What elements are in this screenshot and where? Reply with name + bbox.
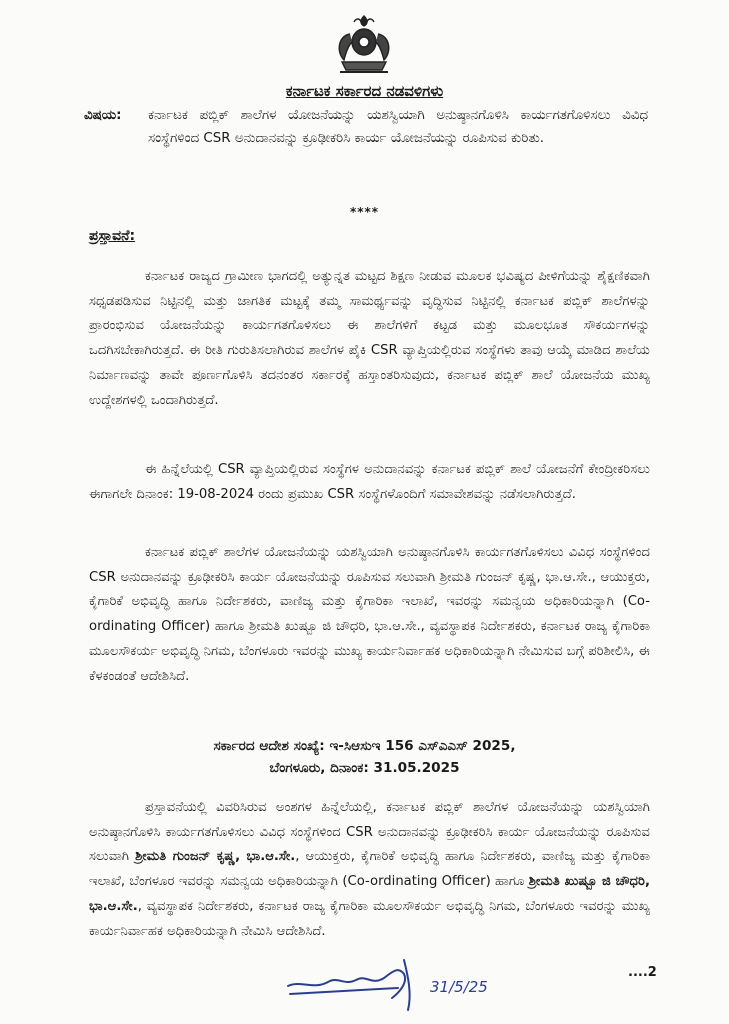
order-text-part-2: , ಆಯುಕ್ತರು, ಕೈಗಾರಿಕೆ ಅಭಿವೃದ್ಧಿ ಹಾಗೂ ನಿರ್ದೇಶಕರು, ವಾಣಿಜ್ಯ ಮತ್ತು ಕೈಗಾರಿಕಾ ಇಲಾಖೆ, ಬೆಂಗಳೂರ ಇವರನ್ನು ಸಮನ್ವಯ ಅಧಿಕಾರಿಯನ್ನಾಗಿ (Co-ordinating Officer) ಹಾಗೂ — [89, 849, 650, 890]
order-text-part-1: ಪ್ರಸ್ತಾವನೆಯಲ್ಲಿ ವಿವರಿಸಿರುವ ಅಂಶಗಳ ಹಿನ್ನೆಲೆಯಲ್ಲಿ, ಕರ್ನಾಟಕ ಪಬ್ಲಿಕ್ ಶಾಲೆಗಳ ಯೋಜನೆಯನ್ನು ಯಶಸ್ವಿಯಾಗಿ ಅನುಷ್ಠಾನಗೊಳಿಸಿ ಕಾರ್ಯಗತಗೊಳಿಸಲು ವಿವಿಧ ಸಂಸ್ಥೆಗಳಿಂದ CSR ಅನುದಾನವನ್ನು ಕ್ರೂಢೀಕರಿಸಿ ಕಾರ್ಯ ಯೋಜನೆಯನ್ನು ರೂಪಿಸುವ ಸಲುವಾಗಿ — [89, 800, 650, 865]
section-separator: **** — [349, 205, 380, 219]
signature — [280, 946, 510, 1016]
preamble-title: ಪ್ರಸ್ತಾವನೆ: — [89, 228, 136, 244]
order-place-date: ಬೆಂಗಳೂರು, ದಿನಾಂಕ: 31.05.2025 — [269, 760, 460, 776]
preamble-paragraph-3: ಕರ್ನಾಟಕ ಪಬ್ಲಿಕ್ ಶಾಲೆಗಳ ಯೋಜನೆಯನ್ನು ಯಶಸ್ವಿಯಾಗಿ ಅನುಷ್ಠಾನಗೊಳಿಸಿ ಕಾರ್ಯಗತಗೊಳಿಸಲು ವಿವಿಧ ಸಂಸ್ಥೆಗಳಿಂದ CSR ಅನುದಾನವನ್ನು ಕ್ರೂಢೀಕರಿಸಿ ಕಾರ್ಯ ಯೋಜನೆಯನ್ನು ರೂಪಿಸುವ ಸಲುವಾಗಿ ಶ್ರೀಮತಿ ಗುಂಜನ್ ಕೃಷ್ಣ, ಭಾ.ಆ.ಸೇ., ಆಯುಕ್ತರು, ಕೈಗಾರಿಕೆ ಅಭಿವೃದ್ಧಿ ಹಾಗೂ ನಿರ್ದೇಶಕರು, ವಾಣಿಜ್ಯ ಮತ್ತು ಕೈಗಾರಿಕಾ ಇಲಾಖೆ, ಇವರನ್ನು ಸಮನ್ವಯ ಅಧಿಕಾರಿಯನ್ನಾಗಿ (Co-ordinating Officer) ಹಾಗೂ ಶ್ರೀಮತಿ ಖುಷ್ಬೂ ಜಿ ಚೌಧರಿ, ಭಾ.ಆ.ಸೇ., ವ್ಯವಸ್ಥಾಪಕ ನಿರ್ದೇಶಕರು, ಕರ್ನಾಟಕ ರಾಜ್ಯ ಕೈಗಾರಿಕಾ ಮೂಲಸೌಕರ್ಯ ಅಭಿವೃದ್ಧಿ ನಿಗಮ, ಬೆಂಗಳೂರು ಇವರನ್ನು ಮುಖ್ಯ ಕಾರ್ಯನಿರ್ವಾಹಕ ಅಧಿಕಾರಿಯನ್ನಾಗಿ ನೇಮಿಸುವ ಬಗ್ಗೆ ಪರಿಶೀಲಿಸಿ, ಈ ಕೆಳಕಂಡಂತೆ ಆದೇಶಿಸಿದೆ. — [89, 545, 650, 684]
preamble-paragraph-2: ಈ ಹಿನ್ನೆಲೆಯಲ್ಲಿ CSR ವ್ಯಾಪ್ತಿಯಲ್ಲಿರುವ ಸಂಸ್ಥೆಗಳ ಅನುದಾನವನ್ನು ಕರ್ನಾಟಕ ಪಬ್ಲಿಕ್ ಶಾಲೆ ಯೋಜನೆಗೆ ಕೇಂದ್ರೀಕರಿಸಲು ಈಗಾಗಲೇ ದಿನಾಂಕ: 19-08-2024 ರಂದು ಪ್ರಮುಖ CSR ಸಂಸ್ಥೆಗಳೊಂದಿಗೆ ಸಮಾವೇಶವನ್ನು ನಡೆಸಲಾಗಿರುತ್ತದೆ. — [89, 462, 650, 502]
subject-label: ವಿಷಯ: — [84, 108, 122, 123]
ceo-name: ಶ್ರೀಮತಿ ಖುಷ್ಬೂ ಜಿ ಚೌಧರಿ, ಭಾ.ಆ.ಸೇ. — [89, 874, 650, 914]
subject-text: ಕರ್ನಾಟಕ ಪಬ್ಲಿಕ್ ಶಾಲೆಗಳ ಯೋಜನೆಯನ್ನು ಯಶಸ್ವಿಯಾಗಿ ಅನುಷ್ಠಾನಗೊಳಿಸಿ ಕಾರ್ಯಗತಗೊಳಿಸಲು ವಿವಿಧ ಸಂಸ್ಥೆಗಳಿಂದ CSR ಅನುದಾನವನ್ನು ಕ್ರೂಢೀಕರಿಸಿ ಕಾರ್ಯ ಯೋಜನೆಯನ್ನು ರೂಪಿಸುವ ಕುರಿತು. — [148, 108, 648, 146]
order-paragraph — [89, 796, 650, 944]
page-continuation: ....2 — [628, 965, 657, 980]
order-number: ಸರ್ಕಾರದ ಆದೇಶ ಸಂಖ್ಯೆ: ಇ-ಸಿಆಸುಇ 156 ಎಸ್‌ಎಎಸ್ 2025, — [213, 738, 516, 754]
document-heading: ಕರ್ನಾಟಕ ಸರ್ಕಾರದ ನಡವಳಿಗಳು — [285, 82, 444, 100]
signature-date: 31/5/25 — [430, 978, 488, 996]
preamble-paragraph-1: ಕರ್ನಾಟಕ ರಾಜ್ಯದ ಗ್ರಾಮೀಣ ಭಾಗದಲ್ಲಿ ಅತ್ಯುನ್ನತ ಮಟ್ಟದ ಶಿಕ್ಷಣ ನೀಡುವ ಮೂಲಕ ಭವಿಷ್ಯದ ಪೀಳಿಗೆಯನ್ನು ಶೈಕ್ಷಣಿಕವಾಗಿ ಸಧೃಡಪಡಿಸುವ ನಿಟ್ಟಿನಲ್ಲಿ ಮತ್ತು ಜಾಗತಿಕ ಮಟ್ಟಕ್ಕೆ ತಮ್ಮ ಸಾಮರ್ಥ್ಯವನ್ನು ವೃದ್ಧಿಸುವ ನಿಟ್ಟಿನಲ್ಲಿ ಕರ್ನಾಟಕ ಪಬ್ಲಿಕ್ ಶಾಲೆಗಳನ್ನು ಪ್ರಾರಂಭಿಸುವ ಯೋಜನೆಯನ್ನು ಕಾರ್ಯಗತಗೊಳಿಸಲು ಈ ಶಾಲೆಗಳಿಗೆ ಕಟ್ಟಡ ಮತ್ತು ಮೂಲಭೂತ ಸೌಕರ್ಯಗಳನ್ನು ಒದಗಿಸಬೇಕಾಗಿರುತ್ತದೆ. ಈ ರೀತಿ ಗುರುತಿಸಲಾಗಿರುವ ಶಾಲೆಗಳ ಪೈಕಿ CSR ವ್ಯಾಪ್ತಿಯಲ್ಲಿರುವ ಸಂಸ್ಥೆಗಳು ತಾವು ಆಯ್ಕೆ ಮಾಡಿದ ಶಾಲೆಯ ನಿರ್ಮಾಣವನ್ನು ತಾವೇ ಪೂರ್ಣಗೊಳಿಸಿ ತದನಂತರ ಸರ್ಕಾರಕ್ಕೆ ಹಸ್ತಾಂತರಿಸುವುದು, ಕರ್ನಾಟಕ ಪಬ್ಲಿಕ್ ಶಾಲೆ ಯೋಜನೆಯ ಮುಖ್ಯ ಉದ್ದೇಶಗಳಲ್ಲಿ ಒಂದಾಗಿರುತ್ತದೆ. — [89, 269, 650, 408]
coordinating-officer-name: ಶ್ರೀಮತಿ ಗುಂಜನ್ ಕೃಷ್ಣ, ಭಾ.ಆ.ಸೇ. — [135, 849, 296, 865]
karnataka-state-emblem-icon — [330, 12, 398, 78]
subject-block — [84, 104, 648, 150]
order-text-part-3: , ವ್ಯವಸ್ಥಾಪಕ ನಿರ್ದೇಶಕರು, ಕರ್ನಾಟಕ ರಾಜ್ಯ ಕೈಗಾರಿಕಾ ಮೂಲಸೌಕರ್ಯ ಅಭಿವೃದ್ಧಿ ನಿಗಮ, ಬೆಂಗಳೂರು ಇವರನ್ನು ಮುಖ್ಯ ಕಾರ್ಯನಿರ್ವಾಹಕ ಅಧಿಕಾರಿಯನ್ನಾಗಿ ನೇಮಿಸಿ ಆದೇಶಿಸಿದೆ. — [89, 898, 650, 939]
